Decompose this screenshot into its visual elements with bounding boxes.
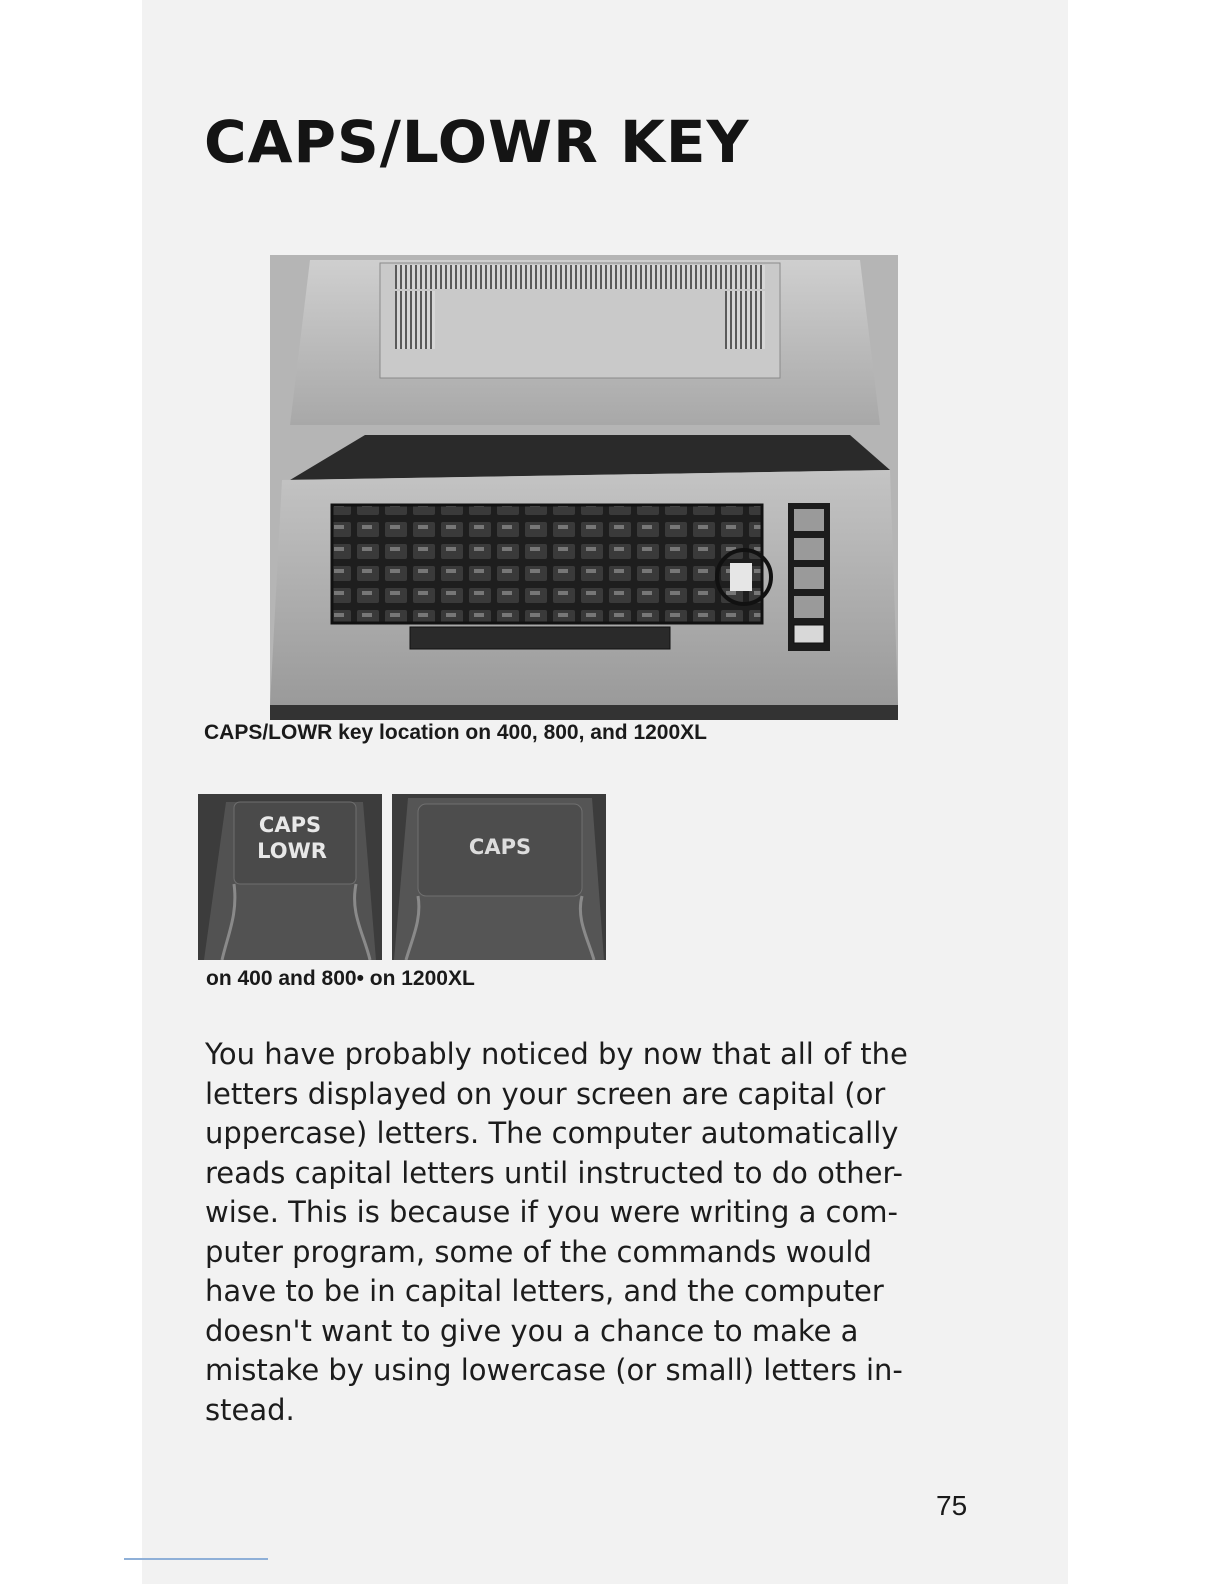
page-number: 75 bbox=[936, 1490, 968, 1521]
text-line: have to be in capital letters, and the computer bbox=[205, 1274, 884, 1308]
text-line: stead. bbox=[205, 1392, 295, 1427]
body-paragraph bbox=[205, 1035, 965, 1430]
text-line: letters displayed on your screen are capital (or bbox=[205, 1076, 886, 1111]
key-label-caps: CAPS bbox=[258, 813, 322, 837]
text-line: You have probably noticed by now that all of the bbox=[205, 1037, 908, 1071]
page-title: CAPS/LOWR KEY bbox=[204, 108, 750, 176]
main-photo-caption: CAPS/LOWR key location on 400, 800, and 1200XL bbox=[204, 721, 707, 744]
text-line: uppercase) letters. The computer automatically bbox=[205, 1116, 899, 1150]
text-line: wise. This is because if you were writing a com- bbox=[205, 1195, 898, 1229]
key-label-lowr: LOWR bbox=[257, 839, 327, 863]
computer-keyboard-photo bbox=[270, 255, 898, 720]
text-line: doesn't want to give you a chance to make a bbox=[205, 1313, 859, 1348]
footer-divider bbox=[124, 1558, 268, 1560]
key-photos-caption: on 400 and 800• on 1200XL bbox=[206, 967, 475, 990]
text-line: mistake by using lowercase (or small) letters in- bbox=[205, 1353, 903, 1387]
caps-lowr-key-photo bbox=[198, 794, 382, 960]
caps-key-photo bbox=[392, 794, 606, 960]
key-label-caps-1200xl: CAPS bbox=[468, 835, 532, 859]
text-line: puter program, some of the commands would bbox=[205, 1234, 872, 1269]
text-line: reads capital letters until instructed to do other- bbox=[205, 1155, 903, 1190]
